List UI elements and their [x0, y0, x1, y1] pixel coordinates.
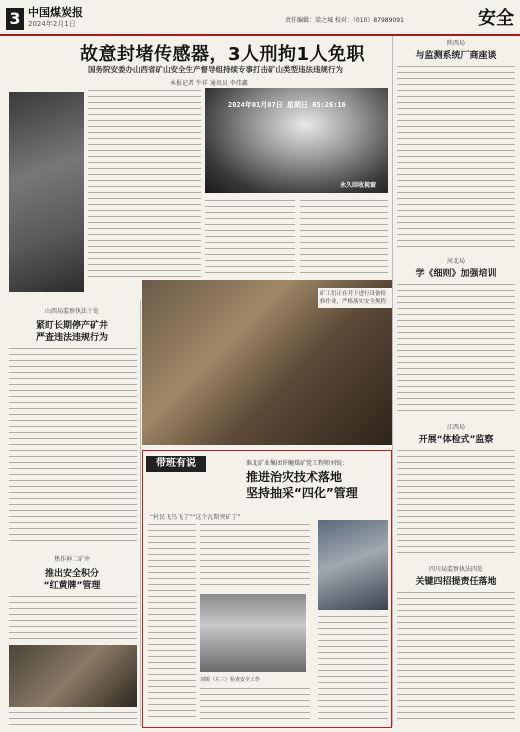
article2-body — [9, 594, 137, 640]
lead-headline: 故意封堵传感器，3人刑拘1人免职 — [80, 44, 366, 65]
page-number: 3 — [6, 8, 24, 30]
lead-body-col3 — [300, 198, 388, 278]
right-a1-body — [397, 64, 515, 248]
article1-body — [9, 346, 137, 546]
feature-title-line1: 推进治灾技术落地 — [246, 470, 343, 484]
right-a4-body — [397, 590, 515, 724]
feature-kicker: 淮北矿业集团许疃煤矿党工程师刘锐： — [246, 460, 349, 467]
feature-body-col2 — [200, 522, 310, 588]
feature-title-line2: 坚持抽采“四化”管理 — [246, 486, 358, 500]
section-name: 安全 — [478, 8, 514, 29]
photo-watermark: 永久回收视窗 — [340, 182, 377, 189]
feature-body-col1 — [148, 522, 196, 720]
photo-timestamp: 2024年01月07日 星期日 05:26:16 — [228, 101, 346, 109]
paper-logo: 中国煤炭报 — [28, 6, 83, 19]
article1-title-line2: 严查违法违规行为 — [35, 333, 108, 343]
feature-banner: 带班有说 — [146, 456, 206, 472]
article2-title-line2: “红黄牌”管理 — [43, 581, 101, 591]
article1-title-line1: 紧盯长期停产矿井 — [35, 321, 108, 331]
article2-kicker: 焦作神二矿井 — [53, 556, 90, 563]
right-a2-body — [397, 282, 515, 414]
right-a4-kicker: 四川局监察执法四处 — [428, 566, 483, 573]
feature-body-col3 — [318, 614, 388, 720]
right-a2-title: 学《细则》加强培训 — [415, 269, 497, 279]
feature-photo-caption: 刘锐（左三）检查安全工作 — [200, 677, 261, 683]
right-a1-kicker: 陕西局 — [446, 40, 465, 47]
article1-kicker: 山西局监察执法十处 — [44, 308, 99, 315]
right-a3-kicker: 江西局 — [446, 424, 465, 431]
sensor-photo — [9, 92, 84, 292]
feature-portrait — [318, 520, 388, 610]
right-a4-title: 关键四招提责任落地 — [415, 577, 497, 587]
photo-caption-left — [9, 710, 137, 726]
column-rule-left — [140, 300, 141, 726]
right-a3-title: 开展“体检式”监察 — [418, 435, 494, 445]
lead-subhead: 国务院安委办山西省矿山安全生产督导组持续专事打击矿山类型违法违规行为 — [88, 65, 343, 74]
lead-body-col1 — [88, 88, 201, 278]
feature-photo — [200, 594, 306, 672]
feature-body-col4 — [200, 686, 310, 720]
right-a3-body — [397, 448, 515, 556]
lead-body-col2 — [205, 198, 295, 278]
miners-photo-caption: 矿工们正在井下进行设备检修作业，严格落实安全规程 — [318, 288, 392, 308]
right-a1-title: 与监测系统厂商座谈 — [415, 51, 497, 61]
training-photo — [9, 645, 137, 707]
feature-lede: “村民飞鸟飞了”“这个瓦斯突矿了” — [150, 514, 241, 521]
column-rule-right — [392, 36, 393, 726]
issue-date: 2024年2月1日 — [28, 20, 76, 28]
right-a2-kicker: 河北局 — [446, 258, 465, 265]
article2-title-line1: 推出安全积分 — [44, 569, 99, 579]
lead-byline: 本报记者 牛祥 通讯员 李伟鑫 — [170, 80, 248, 87]
editor-credits: 责任编辑：梁之城 校对：（010）87989091 — [285, 17, 404, 24]
